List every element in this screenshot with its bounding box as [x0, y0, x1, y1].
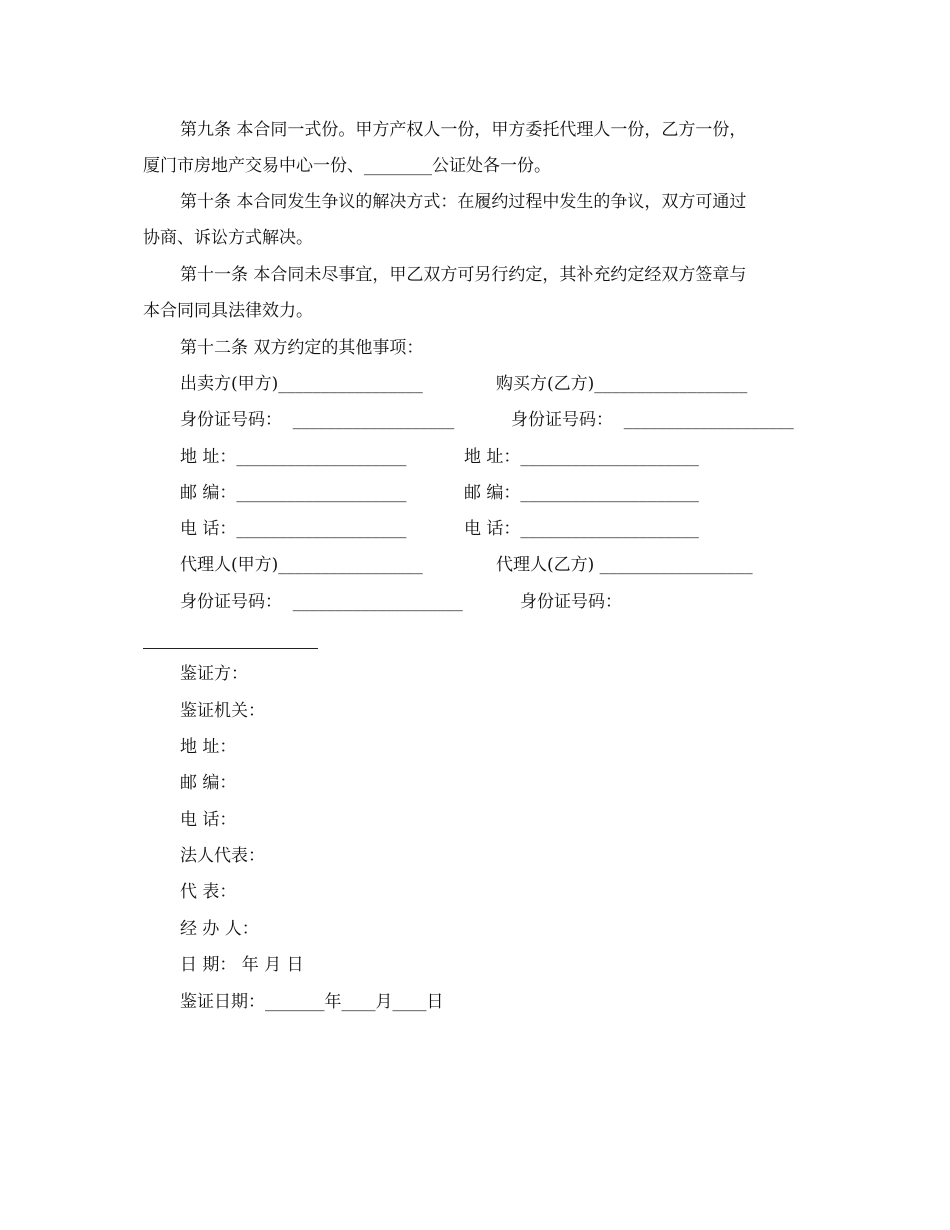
seller-postcode-field: 邮 编：____________________ [180, 483, 407, 503]
notary-postcode-label: 邮 编： [180, 773, 237, 793]
notary-representative-label: 代 表： [180, 882, 237, 902]
seller-address-field: 地 址：____________________ [180, 447, 407, 467]
buyer-postcode-field: 邮 编：_____________________ [464, 483, 699, 503]
seller-agent-field: 代理人(甲方)_________________ [180, 555, 423, 575]
clause-11-line-2: 本合同同具法律效力。 [143, 301, 313, 321]
clause-9-line-2: 厦门市房地产交易中心一份、________公证处各一份。 [143, 156, 551, 176]
notary-address-label: 地 址： [180, 737, 237, 757]
seller-agent-id-field: 身份证号码： ____________________ [180, 592, 463, 612]
seller-id-field: 身份证号码： ___________________ [180, 410, 455, 430]
seller-field: 出卖方(甲方)_________________ [180, 374, 423, 394]
clause-12: 第十二条 双方约定的其他事项： [180, 338, 424, 358]
notary-date-label: 日 期： 年 月 日 [180, 955, 304, 975]
buyer-field: 购买方(乙方)__________________ [496, 374, 748, 394]
notary-legal-rep-label: 法人代表： [180, 846, 265, 866]
notary-authority-label: 鉴证机关： [180, 701, 265, 721]
seller-phone-field: 电 话：____________________ [180, 519, 407, 539]
notary-handler-label: 经 办 人： [180, 919, 259, 939]
buyer-address-field: 地 址：_____________________ [464, 447, 699, 467]
buyer-agent-field: 代理人(乙方) __________________ [496, 555, 753, 575]
notary-party-label: 鉴证方： [180, 664, 248, 684]
clause-10-line-2: 协商、诉讼方式解决。 [143, 228, 313, 248]
buyer-phone-field: 电 话：_____________________ [464, 519, 699, 539]
buyer-agent-id-blank-line [143, 648, 318, 649]
buyer-id-field: 身份证号码： ____________________ [511, 410, 794, 430]
notary-verification-date: 鉴证日期：_______年____月____日 [180, 992, 444, 1012]
notary-phone-label: 电 话： [180, 810, 237, 830]
clause-11-line-1: 第十一条 本合同未尽事宜，甲乙双方可另行约定，其补充约定经双方签章与 [180, 265, 747, 285]
buyer-agent-id-label: 身份证号码： [520, 592, 622, 612]
clause-9-line-1: 第九条 本合同一式份。甲方产权人一份，甲方委托代理人一份，乙方一份， [180, 120, 747, 140]
clause-10-line-1: 第十条 本合同发生争议的解决方式：在履约过程中发生的争议，双方可通过 [180, 192, 747, 212]
